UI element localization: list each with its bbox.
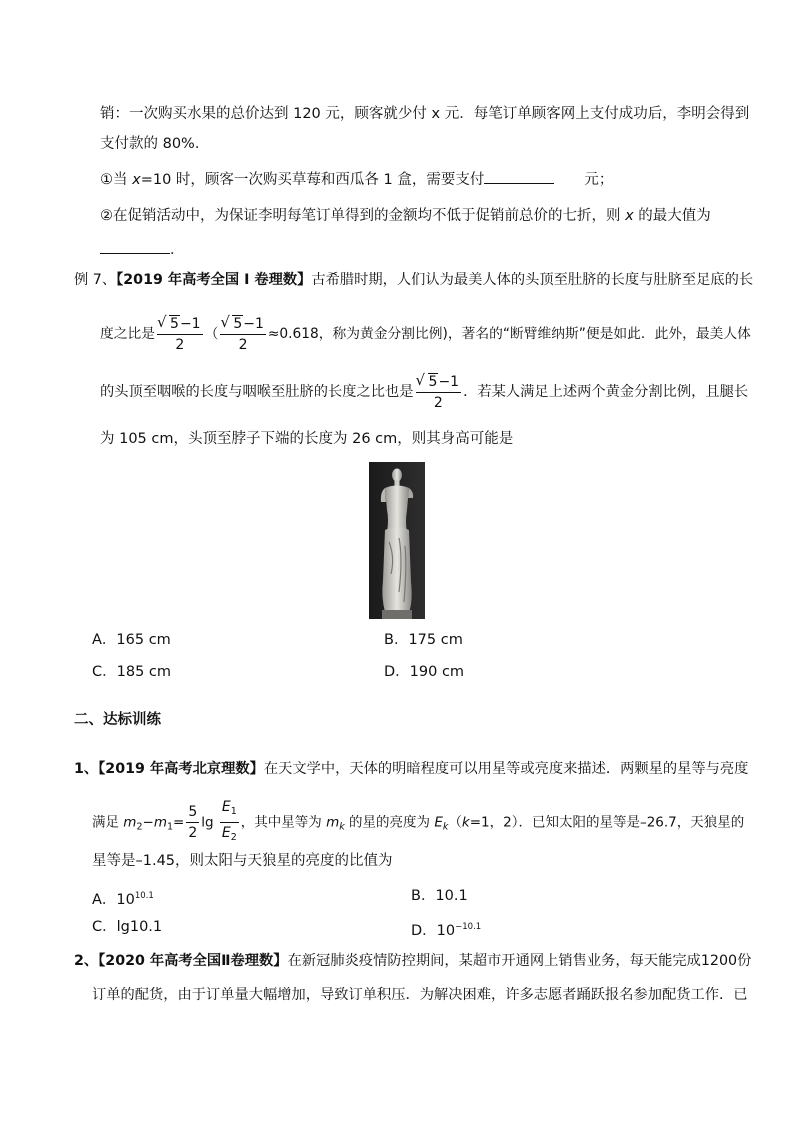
five-halves-fraction: $\frac{5}{2}$	[188, 804, 198, 841]
golden-ratio-fraction-1: √ $\frac{5-1}{2}$	[157, 314, 203, 355]
brightness-ratio-fraction: $\frac{E_1}{E_2}$	[221, 799, 237, 843]
intro-question-1: ①当 x=10 时，顾客一次购买草莓和西瓜各 1 盒，需要支付 元；	[100, 169, 613, 191]
answer-blank-1[interactable]	[484, 169, 554, 184]
intro-question-2-blank-line: ．	[100, 239, 185, 261]
q1-option-a: A．$10^{10.1}$	[92, 891, 154, 908]
answer-blank-2[interactable]	[100, 239, 170, 254]
example-7-line-1: 例 7、【2019 年高考全国 I 卷理数】古希腊时期，人们认为最美人体的头顶至肚脐的长度与肚脐至足底的长	[74, 272, 754, 288]
intro-line-1: 销：一次购买水果的总价达到 120 元，顾客就少付 x 元．每笔订单顾客网上支付成功后，李明会得到	[100, 106, 750, 122]
example-7-line-4: 为 105 cm，头顶至脖子下端的长度为 26 cm，则其身高可能是	[100, 431, 514, 447]
option-b: B．175 cm	[384, 632, 463, 648]
intro-question-2: ②在促销活动中，为保证李明每笔订单得到的金额均不低于促销前总价的七折，则 x 的最大值为	[100, 208, 711, 224]
q2-line-1: 2、【2020 年高考全国Ⅱ卷理数】在新冠肺炎疫情防控期间，某超市开通网上销售业务，每天能完成1200份	[74, 953, 752, 969]
q1-line-2: 满足 $m_2-m_1=$ $\frac{5}{2}$ lg $\frac{E_1}{E_2}$ ，其中星等为 $m_k$ 的星的亮度为 $E_k(k=1$，2）．已知太阳的星等是–26.7，天狼星的	[92, 797, 744, 850]
venus-de-milo-image	[369, 462, 425, 619]
section-2-title: 二、达标训练	[74, 712, 161, 728]
intro-line-2: 支付款的 80%．	[100, 136, 210, 152]
q1-line-1: 1、【2019 年高考北京理数】在天文学中，天体的明暗程度可以用星等或亮度来描述．两颗星的星等与亮度	[74, 761, 749, 777]
statue-icon	[369, 462, 425, 619]
q1-option-d: D．$10^{-10.1}$	[411, 922, 482, 939]
option-a: A．165 cm	[92, 632, 171, 648]
q1-line-3: 星等是–1.45，则太阳与天狼星的亮度的比值为	[92, 853, 393, 869]
option-d: D．190 cm	[384, 664, 465, 680]
q1-option-b: B．10.1	[411, 888, 468, 904]
option-c: C．185 cm	[92, 664, 172, 680]
golden-ratio-fraction-2: √ $\frac{5-1}{2}$	[220, 314, 266, 355]
golden-ratio-fraction-3: √ $\frac{5-1}{2}$	[416, 372, 462, 413]
example-7-line-2: 度之比是 √ $\frac{5-1}{2}$ （ √ $\frac{5-1}{2}$ ≈0.618，称为黄金分割比例)，著名的“断臂维纳斯”便是如此．此外，最美人体	[100, 312, 751, 356]
example-7-line-3: 的头顶至咽喉的长度与咽喉至肚脐的长度之比也是 √ $\frac{5-1}{2}$ ．若某人满足上述两个黄金分割比例，且腿长	[100, 370, 748, 414]
q1-option-c: C．lg10.1	[92, 919, 163, 935]
q2-line-2: 订单的配货，由于订单量大幅增加，导致订单积压．为解决困难，许多志愿者踊跃报名参加配货工作．已	[92, 987, 748, 1003]
